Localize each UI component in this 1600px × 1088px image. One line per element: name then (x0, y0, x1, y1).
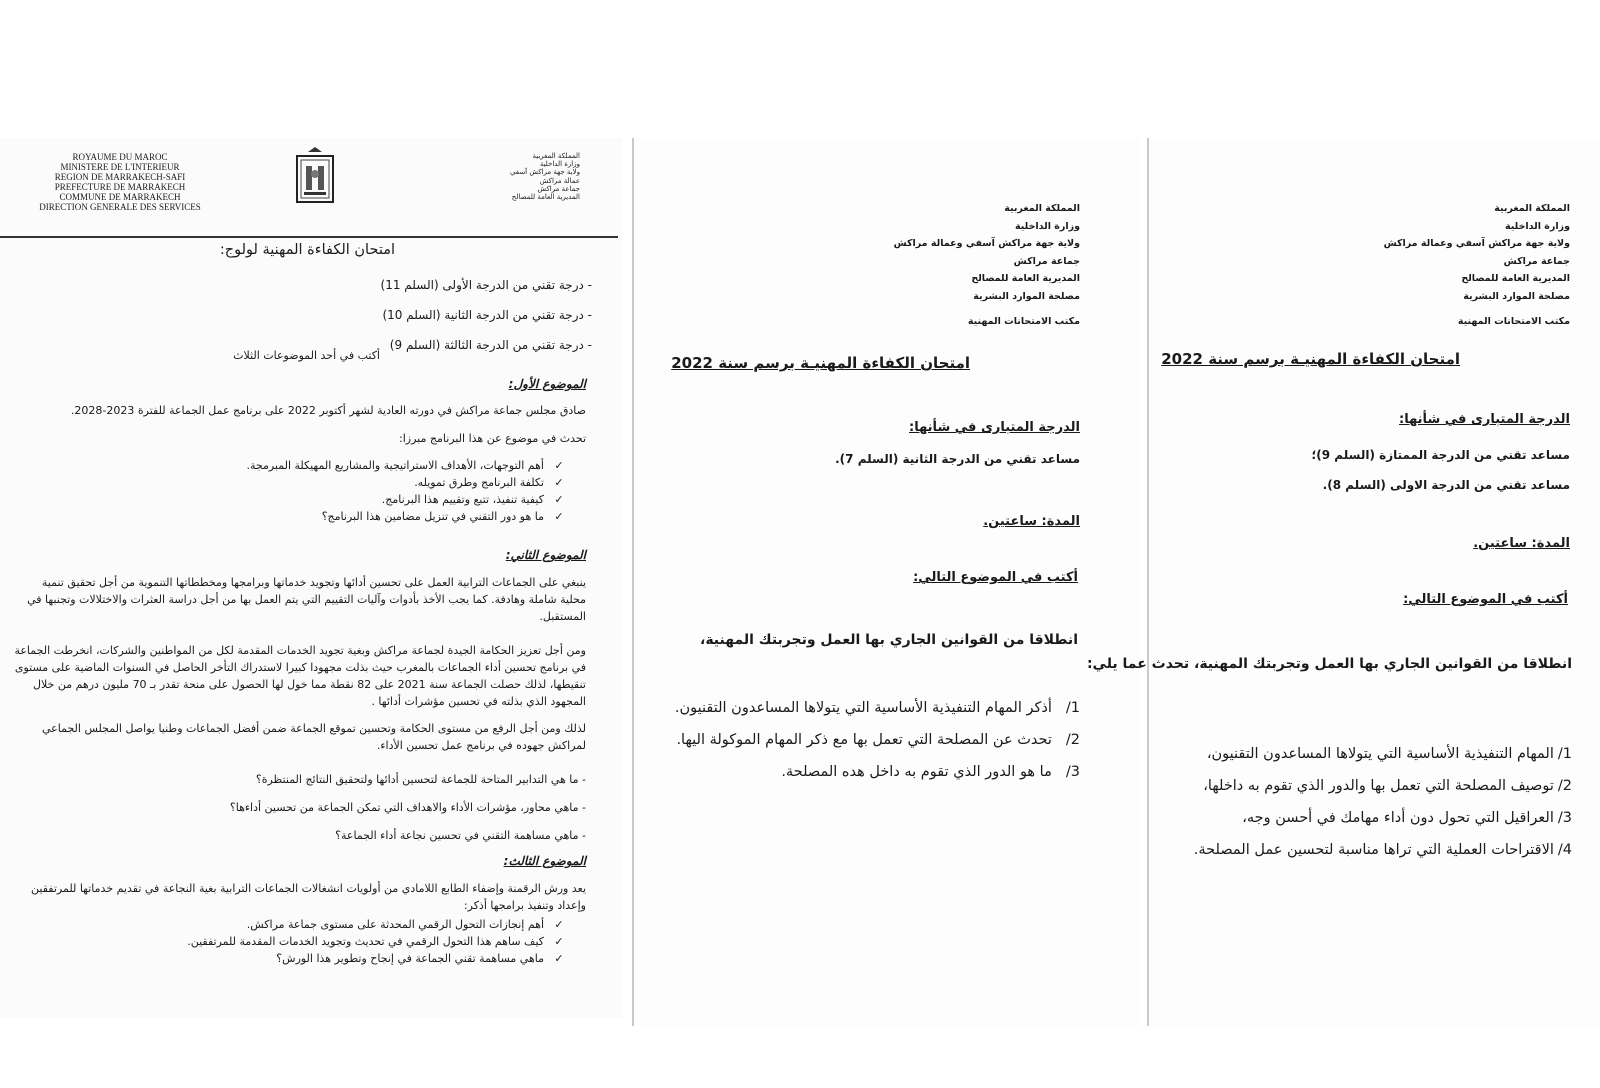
header-divider (0, 236, 618, 238)
doc-b-prompt: انطلاقا من القوانين الجاري بها العمل وتجربتك المهنية، (700, 632, 1078, 648)
checkmark-icon: ✓ (554, 952, 564, 965)
check-item-text: أهم التوجهات، الأهداف الاستراتيجية والمشاريع المهيكلة المبرمجة. (246, 459, 544, 472)
grade-list (300, 270, 592, 360)
header-fr-line: PREFECTURE DE MARRAKECH (54, 182, 186, 192)
header-line: مكتب الامتحانات المهنية (1457, 316, 1570, 327)
header-fr-line: MINISTERE DE L'INTERIEUR (60, 162, 180, 172)
question-number: 3/ (1557, 810, 1572, 826)
check-item-text: ما هو دور التقني في تنزيل مضامين هذا البرنامج؟ (321, 510, 544, 523)
header-ar-line: جماعة مراكش (537, 184, 580, 193)
checkmark-icon: ✓ (554, 493, 564, 506)
doc-b-grade-heading: الدرجة المتبارى في شأنها: (909, 420, 1080, 435)
topic3-items (160, 916, 566, 967)
header-ar-line: ولاية جهة مراكش آسفي (509, 168, 580, 177)
header-arabic-block (470, 152, 580, 201)
question-item: - ما هي التدابير المتاحة للجماعة لتحسين أدائها ولتحقيق النتائج المنتظرة؟ (255, 773, 586, 786)
question-item (1160, 802, 1572, 834)
header-ar-line: المملكة المغربية (532, 152, 580, 160)
topic2-paragraph-2: ومن أجل تعزيز الحكامة الجيدة لجماعة مراكش وبغية تجويد الخدمات المقدمة لكل من المواطنين والشركات، انخرطت الجماعة في برنامج تحسين أداء الجماعات بالمغرب حيث بذلت مجهودا كبيرا لاستدراك التأخر الحاصل في السنوات الماضية على مستوى تنقيطها، لذلك حصلت الجماعة سنة 2021 على 82 نقطة مما خول لها الحصول على منحة تقدر بـ 70 مليون درهم من خلال المجهود الذي بذلته في تحسين مؤشرات أدائها . (14, 644, 586, 708)
doc-b-grade-item: مساعد تقني من الدرجة الثانية (السلم 7). (835, 452, 1080, 466)
header-line: المديرية العامة للمصالح (1461, 273, 1570, 284)
header-line: وزارة الداخلية (1015, 220, 1080, 232)
checkmark-icon: ✓ (554, 510, 564, 523)
grade-item: - درجة تقني من الدرجة الثانية (السلم 10) (382, 308, 592, 322)
doc-b-duration: المدة: ساعتين. (983, 514, 1080, 529)
check-item (200, 508, 566, 525)
doc-b-title: امتحان الكفاءة المهنيـة برسم سنة 2022 (671, 354, 970, 372)
question-number: 2/ (1557, 778, 1572, 794)
topic2-paragraph-1: ينبغي على الجماعات الترابية العمل على تحسين أدائها وتجويد خدماتها وبرامجها ومخططاتها التنموية من أجل تحقيق تنمية محلية شاملة وهادفة. كما يجب الأخذ بأدوات وآليات التقييم التي يتم العمل بها من أجل دراسة العثرات والاختلالات وتجنبها في المستقبل. (27, 576, 586, 623)
header-fr-line: REGION DE MARRAKECH-SAFI (54, 172, 186, 182)
header-line: مكتب الامتحانات المهنية (967, 316, 1080, 327)
header-ar-line: عمالة مراكش (539, 176, 580, 185)
check-item-text: ماهي مساهمة تقني الجماعة في إنجاح وتطوير هذا الورش؟ (276, 952, 544, 965)
header-line: المديرية العامة للمصالح (971, 273, 1080, 284)
question-text: ما هو الدور الذي تقوم به داخل هده المصلحة. (781, 764, 1052, 780)
question-text: أذكر المهام التنفيذية الأساسية التي يتولاها المساعدون التقنيون. (674, 700, 1052, 716)
doc-c-header (1370, 200, 1570, 331)
checkmark-icon: ✓ (554, 918, 564, 931)
question-item: - ماهي مساهمة التقني في تحسين نجاعة أداء الجماعة؟ (335, 829, 586, 842)
header-line: ولاية جهة مراكش آسفي وعمالة مراكش (1383, 238, 1570, 249)
question-item (650, 724, 1080, 756)
header-line: وزارة الداخلية (1505, 220, 1570, 232)
check-item (160, 950, 566, 967)
doc-b-write-heading: أكتب في الموضوع التالي: (913, 570, 1078, 585)
doc-c-questions (1160, 738, 1572, 866)
header-line: جماعة مراكش (1503, 255, 1570, 267)
grade-item: مساعد تقني من الدرجة الممتازة (السلم 9)؛ (1311, 448, 1570, 462)
doc-c-prompt: انطلاقا من القوانين الجاري بها العمل وتجربتك المهنية، تحدث عما يلي: (1086, 656, 1572, 672)
question-text: العراقيل التي تحول دون أداء مهامك في أحسن وجه، (1242, 810, 1554, 826)
header-fr-line: ROYAUME DU MAROC (72, 152, 168, 162)
header-line: المملكة المغربية (1494, 203, 1570, 214)
question-item (1160, 738, 1572, 770)
doc-c-grade-heading: الدرجة المتبارى في شأنها: (1399, 412, 1570, 427)
check-item-text: تكلفة البرنامج وطرق تمويله. (414, 476, 544, 489)
question-item (650, 692, 1080, 724)
header-line: المملكة المغربية (1004, 203, 1080, 214)
check-item-text: كيفية تنفيذ، تتبع وتقييم هذا البرنامج. (381, 493, 544, 506)
question-text: الاقتراحات العملية التي تراها مناسبة لتحسين عمل المصلحة. (1193, 842, 1554, 858)
check-item-text: أهم إنجازات التحول الرقمي المحدثة على مستوى جماعة مراكش. (246, 918, 544, 931)
topic1-paragraph: صادق مجلس جماعة مراكش في دورته العادية لشهر أكتوبر 2022 على برنامج عمل الجماعة للفترة 2023-2028. (70, 404, 586, 417)
doc-c-grade-list (1300, 440, 1570, 500)
header-ar-line: المديرية العامة للمصالح (511, 193, 580, 202)
grade-item: - درجة تقني من الدرجة الثالثة (السلم 9) (389, 338, 592, 352)
header-fr-line: COMMUNE DE MARRAKECH (59, 192, 181, 202)
question-number: 3/ (1065, 764, 1080, 780)
header-line: مصلحة الموارد البشرية (1463, 290, 1570, 302)
topic1-prompt: تحدث في موضوع عن هذا البرنامج مبرزا: (399, 432, 586, 445)
question-number: 1/ (1065, 700, 1080, 716)
doc-b-header (880, 200, 1080, 331)
doc-c-title: امتحان الكفاءة المهنيـة برسم سنة 2022 (1161, 350, 1460, 368)
question-number: 1/ (1557, 746, 1572, 762)
check-item (200, 491, 566, 508)
grade-item: مساعد تقني من الدرجة الاولى (السلم 8). (1322, 478, 1570, 492)
municipal-emblem-icon (294, 146, 336, 208)
question-text: توصيف المصلحة التي تعمل بها والدور الذي تقوم به داخلها، (1203, 778, 1554, 794)
topic2-paragraph-3: لذلك ومن أجل الرفع من مستوى الحكامة وتحسين تموقع الجماعة ضمن أفضل الجماعات وطنيا يواصل المجلس الجماعي لمراكش جهوده في برنامج عمل تحسين الأداء. (42, 722, 586, 752)
checkmark-icon: ✓ (554, 935, 564, 948)
topic1-items (200, 457, 566, 525)
doc-c-write-heading: أكتب في الموضوع التالي: (1403, 592, 1568, 607)
header-line: مصلحة الموارد البشرية (973, 290, 1080, 302)
header-french-block (20, 152, 220, 212)
question-text: تحدث عن المصلحة التي تعمل بها مع ذكر المهام الموكولة اليها. (676, 732, 1052, 748)
check-item (160, 916, 566, 933)
exam-title: امتحان الكفاءة المهنية لولوج: (219, 242, 395, 258)
topic2-heading: الموضوع الثاني: (505, 548, 586, 562)
header-line: جماعة مراكش (1013, 255, 1080, 267)
grade-item: - درجة تقني من الدرجة الأولى (السلم 11) (380, 278, 592, 292)
header-ar-line: وزارة الداخلية (539, 160, 580, 169)
check-item (200, 457, 566, 474)
topic1-heading: الموضوع الأول: (508, 377, 586, 391)
topic2-questions (180, 766, 586, 850)
instruction-text: أكتب في أحد الموضوعات الثلاث (233, 349, 380, 362)
question-item (1160, 834, 1572, 866)
question-item: - ماهي محاور، مؤشرات الأداء والاهداف التي تمكن الجماعة من تحسين أداءها؟ (229, 801, 586, 814)
checkmark-icon: ✓ (554, 476, 564, 489)
question-text: المهام التنفيذية الأساسية التي يتولاها المساعدون التقنيون، (1206, 746, 1554, 762)
doc-b-questions (650, 692, 1080, 788)
question-item (1160, 770, 1572, 802)
question-item (650, 756, 1080, 788)
header-line: ولاية جهة مراكش آسفي وعمالة مراكش (893, 238, 1080, 249)
check-item-text: كيف ساهم هذا التحول الرقمي في تحديث وتجويد الخدمات المقدمة للمرتفقين. (187, 935, 544, 948)
check-item (160, 933, 566, 950)
doc-c-duration: المدة: ساعتين. (1473, 536, 1570, 551)
topic3-paragraph: يعد ورش الرقمنة وإضفاء الطابع اللامادي من أولويات انشغالات الجماعات الترابية بغية النجاعة في تقديم خدماتها للمرتفقين وإعداد وتنفيذ برامجها أذكر: (31, 882, 586, 912)
question-number: 4/ (1557, 842, 1572, 858)
topic3-heading: الموضوع الثالث: (503, 854, 586, 868)
check-item (200, 474, 566, 491)
question-number: 2/ (1065, 732, 1080, 748)
header-fr-line: DIRECTION GENERALE DES SERVICES (39, 202, 201, 212)
checkmark-icon: ✓ (554, 459, 564, 472)
